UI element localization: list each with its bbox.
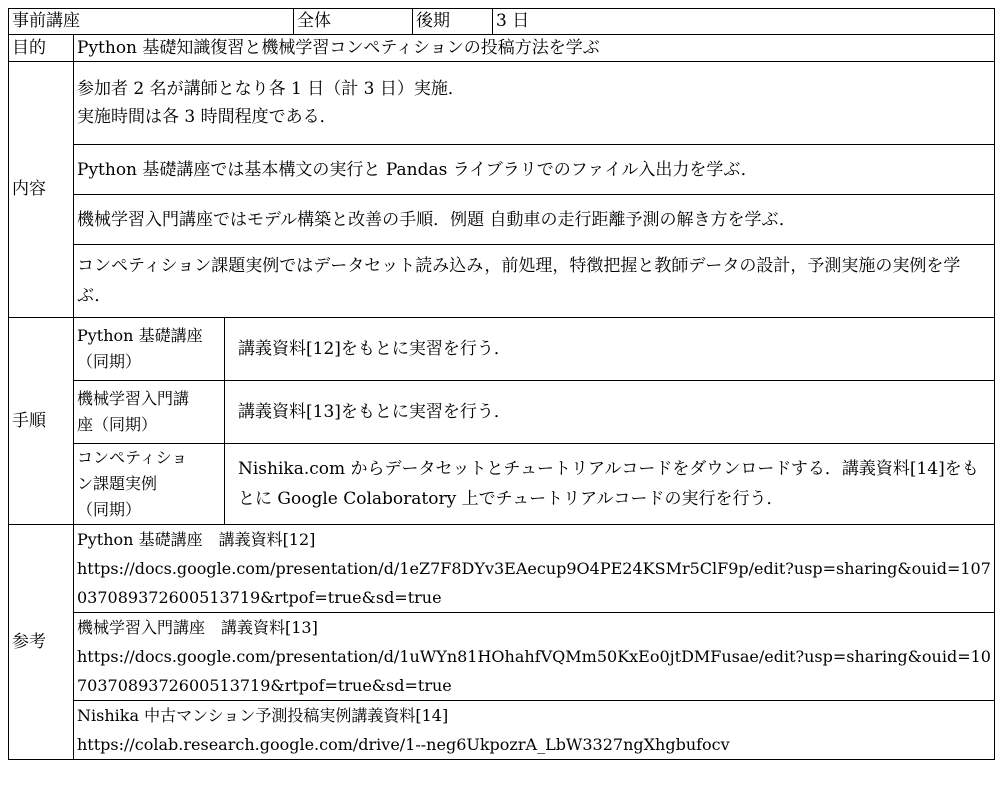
course-name-cell: 事前講座 [9, 9, 294, 35]
content-row [9, 62, 995, 145]
procedure-text: Nishika.com からデータセットとチュートリアルコードをダウンロードする．講義資料[14]をもとに Google Colaboratory 上でチュートリアルコードの実行を行う． [225, 444, 995, 525]
content-row [9, 245, 995, 318]
procedure-text: 講義資料[13]をもとに実習を行う． [225, 381, 995, 444]
content-row [9, 195, 995, 245]
reference-item [74, 701, 995, 760]
scope-cell: 全体 [294, 9, 413, 35]
reference-title: Nishika 中古マンション予測投稿実例講義資料[14] [77, 706, 449, 725]
reference-url[interactable]: https://docs.google.com/presentation/d/1eZ7F8DYv3EAecup9O4PE24KSMr5ClF9p/edit?usp=sharing&ouid=107037089372600513719&rtpof=true&sd=true [77, 559, 991, 607]
reference-url[interactable]: https://docs.google.com/presentation/d/1uWYn81HOhahfVQMm50KxEo0jtDMFusae/edit?usp=sharing&ouid=107037089372600513719&rtpof=true&sd=true [77, 647, 991, 695]
content-label: 内容 [9, 62, 74, 318]
reference-title: Python 基礎講座 講義資料[12] [77, 530, 316, 549]
content-row [9, 145, 995, 195]
purpose-label: 目的 [9, 35, 74, 62]
reference-url[interactable]: https://colab.research.google.com/drive/1--neg6UkpozrA_LbW3327ngXhgbufocv [77, 735, 730, 754]
content-item: コンペティション課題実例ではデータセット読み込み，前処理，特徴把握と教師データの設計，予測実施の実例を学ぶ． [74, 245, 995, 318]
document-page [8, 8, 994, 760]
reference-row [9, 525, 995, 613]
procedure-name: Python 基礎講座 （同期） [74, 318, 225, 381]
procedure-name: コンペティショ ン課題実例 （同期） [74, 444, 225, 525]
purpose-text: Python 基礎知識復習と機械学習コンペティションの投稿方法を学ぶ [74, 35, 995, 62]
days-cell: 3 日 [493, 9, 995, 35]
reference-row [9, 613, 995, 701]
term-cell: 後期 [413, 9, 493, 35]
header-row [9, 9, 995, 35]
procedure-row [9, 318, 995, 381]
procedure-label: 手順 [9, 318, 74, 525]
purpose-row [9, 35, 995, 62]
procedure-name: 機械学習入門講 座（同期） [74, 381, 225, 444]
course-table [8, 8, 995, 760]
references-label: 参考 [9, 525, 74, 760]
procedure-row [9, 444, 995, 525]
procedure-row [9, 381, 995, 444]
content-item: 機械学習入門講座ではモデル構築と改善の手順．例題 自動車の走行距離予測の解き方を学ぶ． [74, 195, 995, 245]
reference-item [74, 525, 995, 613]
content-item: 参加者 2 名が講師となり各 1 日（計 3 日）実施． 実施時間は各 3 時間程度である． [74, 62, 995, 145]
procedure-text: 講義資料[12]をもとに実習を行う． [225, 318, 995, 381]
reference-item [74, 613, 995, 701]
reference-title: 機械学習入門講座 講義資料[13] [77, 618, 318, 637]
reference-row [9, 701, 995, 760]
content-item: Python 基礎講座では基本構文の実行と Pandas ライブラリでのファイル入出力を学ぶ． [74, 145, 995, 195]
